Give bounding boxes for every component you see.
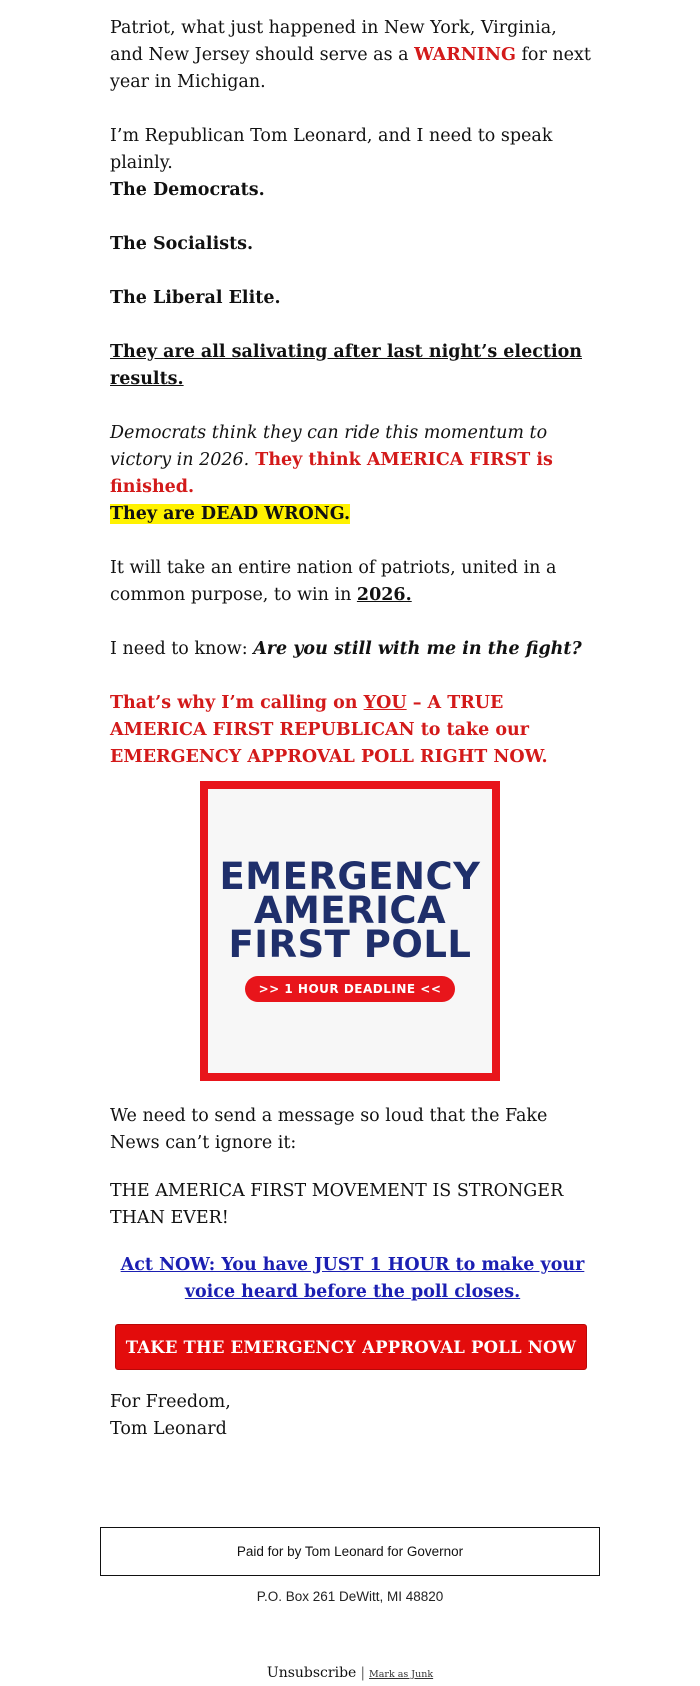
- call-text-end: – A TRUE AMERICA FIRST REPUBLICAN to take our EMERGENCY APPROVAL POLL RIGHT NOW.: [110, 693, 548, 767]
- nation-paragraph: [110, 555, 595, 609]
- unsubscribe-link[interactable]: Unsubscribe: [266, 1665, 357, 1681]
- stronger-paragraph: THE AMERICA FIRST MOVEMENT IS STRONGER THAN EVER!: [110, 1181, 564, 1228]
- fake-news-paragraph: We need to send a message so loud that the Fake News can’t ignore it:: [110, 1106, 548, 1153]
- dead-wrong-paragraph: [110, 501, 595, 528]
- mark-as-junk-link[interactable]: Mark as Junk: [369, 1669, 434, 1680]
- call-to-poll-paragraph: [110, 690, 595, 771]
- emergency-poll-image[interactable]: [200, 781, 500, 1081]
- intro-text: Patriot, what just happened in New York, Virginia, and New Jersey should serve as a: [110, 18, 557, 65]
- need-to-know-paragraph: [110, 636, 595, 663]
- intro-statement: I’m Republican Tom Leonard, and I need to speak plainly.: [110, 126, 553, 173]
- intro-paragraph: [110, 15, 595, 96]
- line-democrats: The Democrats.: [110, 180, 265, 200]
- intro-text-end: for next year in Michigan.: [110, 45, 591, 92]
- take-poll-button[interactable]: TAKE THE EMERGENCY APPROVAL POLL NOW: [115, 1324, 587, 1370]
- salivating-statement: They are all salivating after last night’s election results.: [110, 342, 582, 389]
- poll-title-line1: EMERGENCY: [219, 855, 481, 898]
- paid-for-text: Paid for by Tom Leonard for Governor: [236, 1544, 464, 1559]
- signoff: For Freedom,: [110, 1392, 231, 1412]
- year-2026: 2026.: [356, 585, 412, 605]
- act-now-link[interactable]: Act NOW: You have JUST 1 HOUR to make your voice heard before the poll closes.: [120, 1255, 585, 1302]
- warning-word: WARNING: [414, 45, 516, 65]
- poll-title: [219, 855, 481, 966]
- dead-wrong-highlight: They are DEAD WRONG.: [110, 504, 351, 524]
- mailing-address: P.O. Box 261 DeWitt, MI 48820: [256, 1589, 444, 1604]
- nation-text: It will take an entire nation of patriots, united in a common purpose, to win in: [110, 558, 557, 605]
- line-liberal-elite: The Liberal Elite.: [110, 288, 281, 308]
- unsubscribe-bar: [0, 1665, 700, 1681]
- separator: |: [360, 1665, 366, 1681]
- signature: Tom Leonard: [110, 1419, 227, 1439]
- momentum-italic: Democrats think they can ride this momentum to victory in 2026.: [110, 423, 548, 470]
- line-socialists: The Socialists.: [110, 234, 254, 254]
- need-to-know-lead: I need to know:: [110, 639, 254, 659]
- paid-for-box: [100, 1527, 600, 1576]
- poll-title-line2: AMERICA: [253, 889, 447, 932]
- fight-question: Are you still with me in the fight?: [253, 639, 582, 659]
- call-text: That’s why I’m calling on: [110, 693, 364, 713]
- you-emphasis: YOU: [363, 693, 407, 713]
- momentum-red: They think AMERICA FIRST is finished.: [110, 450, 553, 497]
- deadline-pill: >> 1 HOUR DEADLINE <<: [245, 976, 456, 1002]
- momentum-paragraph: [110, 420, 595, 501]
- poll-title-line3: FIRST POLL: [228, 923, 472, 966]
